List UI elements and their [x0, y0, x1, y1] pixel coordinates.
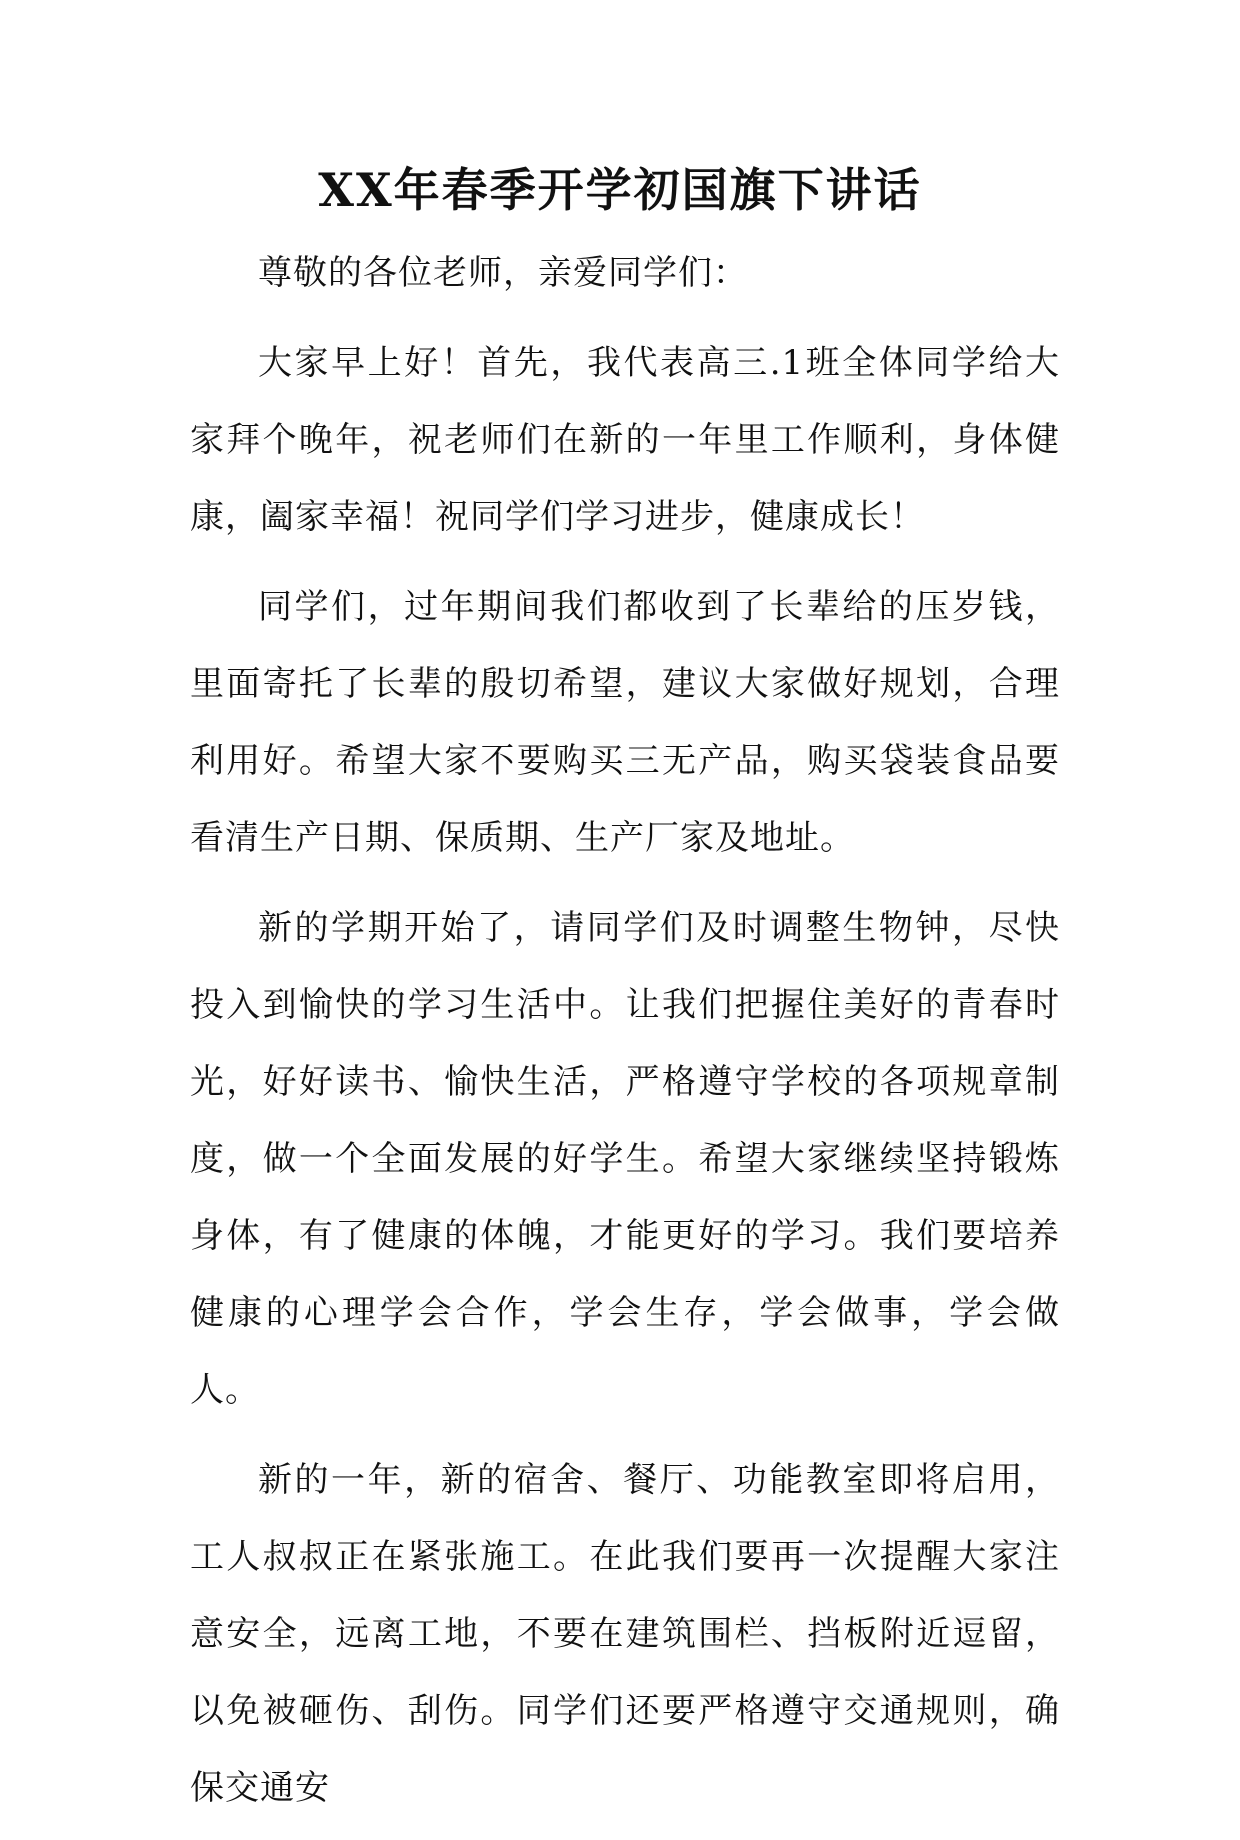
safety-paragraph: 新的一年，新的宿舍、餐厅、功能教室即将启用，工人叔叔正在紧张施工。在此我们要再一次提醒大家注意安全，远离工地，不要在建筑围栏、挡板附近逗留，以免被砸伤、刮伤。同学们还要严格遵守交通规则，确保交通安 [190, 1460, 1060, 1808]
document-body [190, 235, 1060, 1840]
new-semester-paragraph: 新的学期开始了，请同学们及时调整生物钟，尽快投入到愉快的学习生活中。让我们把握住美好的青春时光，好好读书、愉快生活，严格遵守学校的各项规章制度，做一个全面发展的好学生。希望大家继续坚持锻炼身体，有了健康的体魄，才能更好的学习。我们要培养健康的心理学会合作，学会生存，学会做事，学会做人。 [190, 908, 1060, 1410]
lucky-money-paragraph: 同学们，过年期间我们都收到了长辈给的压岁钱，里面寄托了长辈的殷切希望，建议大家做好规划，合理利用好。希望大家不要购买三无产品，购买袋装食品要看清生产日期、保质期、生产厂家及地址。 [190, 587, 1060, 858]
salutation-paragraph: 尊敬的各位老师，亲爱同学们： [258, 253, 748, 293]
greeting-paragraph: 大家早上好！首先，我代表高三.1班全体同学给大家拜个晚年，祝老师们在新的一年里工作顺利，身体健康，阖家幸福！祝同学们学习进步，健康成长！ [190, 343, 1060, 537]
document-title: XX年春季开学初国旗下讲话 [318, 163, 922, 217]
